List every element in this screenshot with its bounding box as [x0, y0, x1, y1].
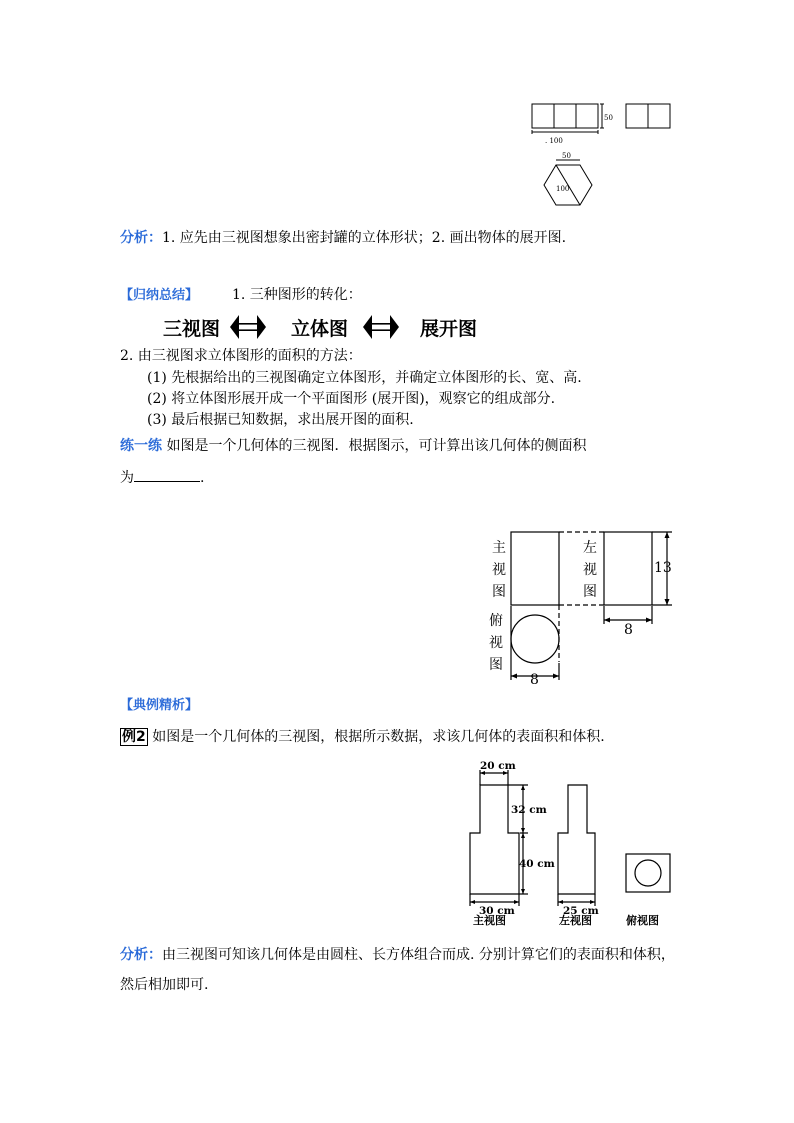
- svg-text:图: 图: [492, 584, 506, 600]
- front-view-rect: [511, 532, 559, 605]
- analysis-2-line-1: [120, 945, 675, 965]
- svg-text:. 100: . 100: [545, 137, 563, 145]
- svg-text:俯视图: 俯视图: [626, 914, 659, 927]
- double-arrow-icon: [362, 312, 400, 342]
- front-view-shape: [470, 785, 519, 894]
- example-2: [120, 727, 605, 747]
- analysis-label: 分析：: [120, 947, 162, 963]
- practice-label: 练一练: [120, 438, 162, 454]
- practice-line-1: [120, 436, 586, 456]
- summary-step-1: (1) 先根据给出的三视图确定立体图形，并确定立体图形的长、宽、高.: [147, 370, 582, 386]
- example-heading: [120, 695, 198, 716]
- analysis-text: 由三视图可知该几何体是由圆柱、长方体组合而成. 分别计算它们的表面积和体积，: [162, 947, 675, 963]
- answer-blank[interactable]: [134, 467, 200, 482]
- analysis-1: [120, 228, 566, 248]
- practice-text: 如图是一个几何体的三视图．根据图示，可计算出该几何体的侧面积: [162, 438, 587, 454]
- shape-solid-label: 立体图: [291, 318, 349, 340]
- figure-cylinder-views: [480, 522, 690, 690]
- svg-text:40 cm: 40 cm: [519, 858, 555, 870]
- figure-can-views: [525, 98, 675, 216]
- figure-compound-views: [460, 758, 680, 930]
- front-view-rect: [532, 104, 598, 128]
- analysis-2-line-2: 然后相加即可.: [120, 977, 209, 993]
- svg-text:视: 视: [583, 562, 597, 578]
- svg-text:8: 8: [530, 672, 539, 688]
- svg-text:13: 13: [654, 560, 672, 576]
- svg-text:100: 100: [556, 185, 570, 193]
- svg-text:视: 视: [489, 635, 503, 651]
- svg-text:50: 50: [562, 152, 571, 160]
- svg-text:左: 左: [583, 540, 597, 556]
- svg-text:20 cm: 20 cm: [480, 760, 516, 772]
- svg-text:主: 主: [492, 540, 506, 556]
- svg-text:25 cm: 25 cm: [563, 905, 599, 917]
- summary-step-2: (2) 将立体图形展开成一个平面图形 (展开图)，观察它的组成部分.: [147, 391, 556, 407]
- svg-text:8: 8: [624, 622, 633, 638]
- left-view-rect: [604, 532, 652, 605]
- svg-text:俯: 俯: [489, 613, 503, 629]
- analysis-text: 1. 应先由三视图想象出密封罐的立体形状；2. 画出物体的展开图.: [162, 230, 567, 246]
- svg-text:30 cm: 30 cm: [479, 905, 515, 917]
- summary-point-1: 1. 三种图形的转化：: [232, 287, 362, 303]
- summary-heading: [120, 285, 198, 306]
- svg-text:主视图: 主视图: [473, 914, 506, 927]
- top-view-circle: [511, 615, 559, 663]
- practice-line-2: 为 .: [120, 467, 204, 488]
- analysis-label: 分析：: [120, 230, 162, 246]
- example-label: 【典例精析】: [120, 698, 199, 713]
- shape-views-label: 三视图: [163, 318, 221, 340]
- svg-text:视: 视: [492, 562, 506, 578]
- example-tag: 例2: [122, 729, 146, 745]
- summary-label: 【归纳总结】: [120, 288, 199, 303]
- example-text: 如图是一个几何体的三视图，根据所示数据，求该几何体的表面积和体积.: [147, 729, 605, 745]
- top-view-circle: [635, 860, 661, 886]
- shape-net-label: 展开图: [420, 318, 478, 340]
- svg-text:左视图: 左视图: [559, 914, 592, 927]
- svg-text:32 cm: 32 cm: [511, 804, 547, 816]
- double-arrow-icon: [229, 312, 267, 342]
- svg-text:50: 50: [604, 114, 613, 122]
- summary-point-2: 2. 由三视图求立体图形的面积的方法：: [120, 348, 362, 364]
- left-view-shape: [558, 785, 595, 894]
- summary-step-3: (3) 最后根据已知数据，求出展开图的面积.: [147, 412, 414, 428]
- svg-text:图: 图: [489, 657, 503, 673]
- svg-text:图: 图: [583, 584, 597, 600]
